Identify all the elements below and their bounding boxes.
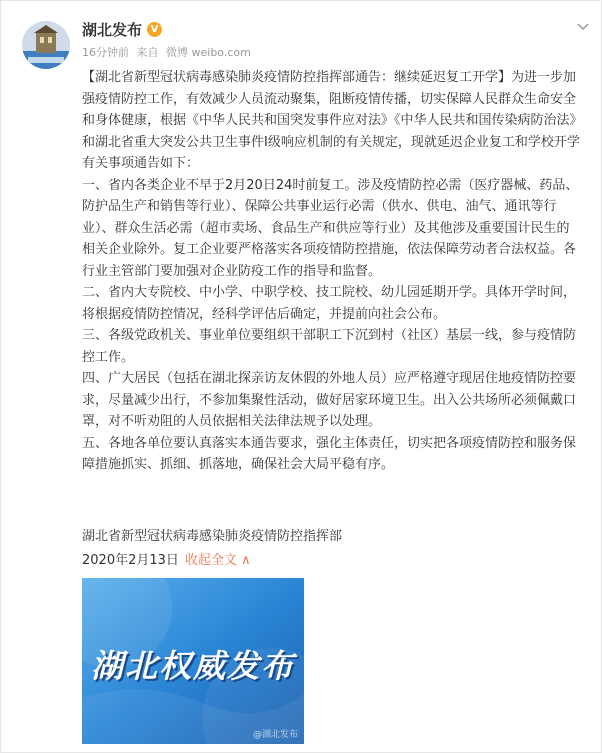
avatar[interactable]	[22, 21, 70, 69]
post-paragraph: 五、各地各单位要认真落实本通告要求，强化主体责任，切实把各项疫情防控和服务保障措施抓实、抓细、抓落地，确保社会大局平稳有序。	[82, 435, 577, 472]
post-date-line	[82, 551, 251, 571]
post-image[interactable]	[82, 578, 304, 744]
collapse-label: 收起全文	[184, 553, 237, 568]
post-paragraph: 【湖北省新型冠状病毒感染肺炎疫情防控指挥部通告：继续延迟复工开学】为进一步加强疫情防控工作，有效减少人员流动聚集，阻断疫情传播，切实保障人民群众生命安全和身体健康，根据《中华人民共和国突发事件应对法》《中华人民共和国传染病防治法》和湖北省重大突发公共卫生事件I级响应机制的有关规定，现就延迟企业复工和学校开学有关事项通告如下：	[82, 70, 580, 171]
avatar-image-icon	[22, 21, 70, 69]
banner-text: 湖北权威发布	[90, 647, 295, 685]
post-meta	[82, 45, 255, 61]
post-date: 2020年2月13日	[82, 553, 179, 568]
post-paragraph: 四、广大居民（包括在湖北探亲访友休假的外地人员）应严格遵守现居住地疫情防控要求，尽量减少出行，不参加集聚性活动，做好居家环境卫生。出入公共场所必须佩戴口罩，对不听劝阻的人员依据相关法律法规予以处理。	[82, 371, 577, 429]
post-paragraph: 三、各级党政机关、事业单位要组织干部职工下沉到村（社区）基层一线，参与疫情防控工作。	[82, 328, 577, 365]
post-time[interactable]: 16分钟前	[82, 46, 129, 59]
verified-badge-icon: V	[147, 22, 162, 37]
post-source[interactable]: 微博 weibo.com	[166, 46, 251, 59]
post-paragraph: 一、省内各类企业不早于2月20日24时前复工。涉及疫情防控必需（医疗器械、药品、防护品生产和销售等行业）、保障公共事业运行必需（供水、供电、油气、通讯等行业）、群众生活必需（超市卖场、食品生产和供应等行业）及其他涉及重要国计民生的相关企业除外。复工企业要严格落实各项疫情防控措施，依法保障劳动者合法权益。各行业主管部门要加强对企业防疫工作的指导和监督。	[82, 177, 579, 279]
post-content	[82, 67, 582, 476]
post-paragraph: 二、省内大专院校、中小学、中职学校、技工院校、幼儿园延期开学。具体开学时间，将根据疫情防控情况，经科学评估后确定，并提前向社会公布。	[82, 285, 577, 322]
user-name[interactable]: 湖北发布	[82, 21, 143, 39]
post-signature: 湖北省新型冠状病毒感染肺炎疫情防控指挥部	[82, 529, 343, 544]
post-source-prefix: 来自	[136, 46, 159, 59]
chevron-up-icon: ∧	[241, 553, 251, 568]
chevron-down-icon[interactable]	[577, 23, 589, 31]
image-watermark: @湖北发布	[252, 730, 298, 740]
collapse-full-text-link[interactable]	[185, 553, 251, 568]
